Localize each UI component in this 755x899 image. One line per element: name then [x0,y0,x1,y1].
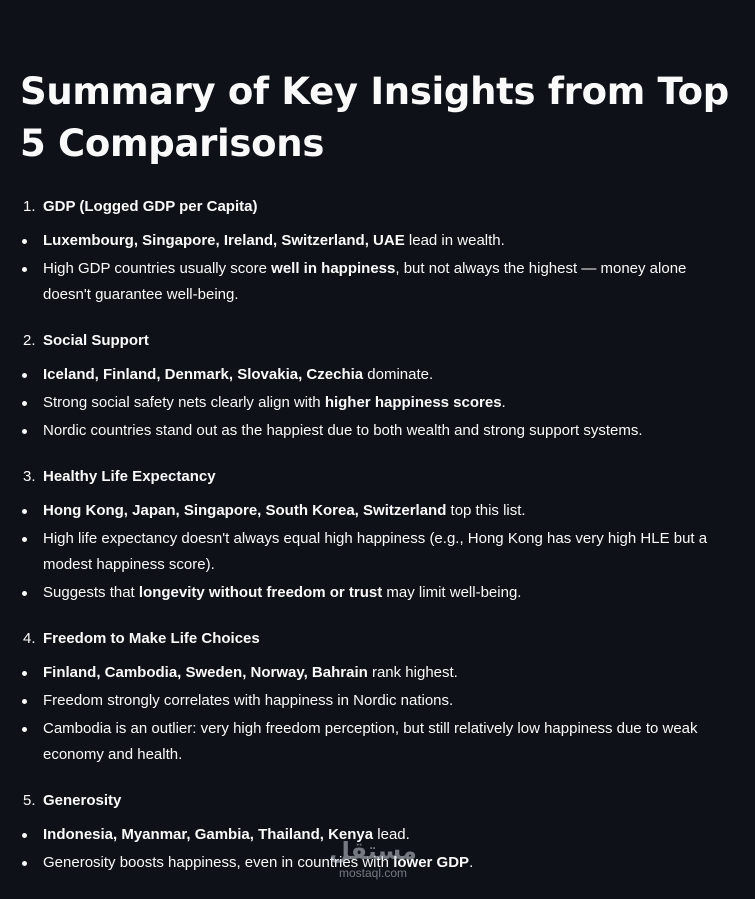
bold-text: Hong Kong, Japan, Singapore, South Korea, Switzerland [43,502,447,519]
bullet-dot-icon [22,671,27,676]
bullet-dot-icon [22,509,27,514]
bullet-dot-icon [22,239,27,244]
bullet-list [20,228,735,308]
text-segment: top this list. [446,502,526,519]
section-3 [20,456,735,606]
watermark-text: mostaql.com [338,866,408,880]
text-segment: Suggests that [43,584,139,601]
section-heading [20,618,735,658]
section-number: 1. [23,197,36,215]
list-item [20,362,735,388]
section-number: 5. [23,791,36,809]
bullet-list [20,822,735,876]
section-title: Generosity [43,791,122,809]
list-item [20,688,735,714]
section-title: Freedom to Make Life Choices [43,629,260,647]
bold-text: Luxembourg, Singapore, Ireland, Switzerland, UAE [43,232,405,249]
section-heading [20,320,735,360]
bold-text: lower GDP [393,854,470,871]
bold-text: well in happiness [271,260,396,277]
text-segment: Cambodia is an outlier: very high freedom perception, but still relatively low happiness due to weak economy and health. [43,720,698,763]
bold-text: Finland, Cambodia, Sweden, Norway, Bahrain [43,664,368,681]
bullet-list [20,498,735,606]
bullet-dot-icon [22,833,27,838]
bullet-list [20,362,735,444]
list-item [20,498,735,524]
watermark-logo: مستقل [329,838,417,865]
text-segment: Strong social safety nets clearly align with [43,394,325,411]
section-5 [20,780,735,876]
text-segment: . [501,394,506,411]
bullet-dot-icon [22,429,27,434]
text-segment: Nordic countries stand out as the happiest due to both wealth and strong support systems. [43,422,643,439]
section-title: Social Support [43,331,149,349]
text-segment: lead in wealth. [404,232,505,249]
section-number: 2. [23,331,36,349]
list-item [20,580,735,606]
section-heading [20,780,735,820]
bullet-dot-icon [22,591,27,596]
section-4 [20,618,735,768]
list-item [20,822,735,848]
list-item [20,418,735,444]
list-item [20,526,735,578]
section-number: 3. [23,467,36,485]
main-content [20,66,735,888]
section-title: Healthy Life Expectancy [43,467,216,485]
bold-text: higher happiness scores [324,394,502,411]
bullet-list [20,660,735,768]
bullet-dot-icon [22,699,27,704]
bullet-dot-icon [22,373,27,378]
bullet-dot-icon [22,537,27,542]
text-segment: High life expectancy doesn't always equal high happiness (e.g., Hong Kong has very high HLE but a modest happiness score). [43,530,708,573]
bullet-dot-icon [22,727,27,732]
section-heading [20,186,735,226]
section-title: GDP (Logged GDP per Capita) [43,197,258,215]
bold-text: Iceland, Finland, Denmark, Slovakia, Czechia [43,366,364,383]
bold-text: longevity without freedom or trust [138,584,383,601]
list-item [20,850,735,876]
page-title: Summary of Key Insights from Top 5 Comparisons [20,70,729,165]
text-segment: dominate. [363,366,434,383]
text-segment: lead. [373,826,410,843]
bullet-dot-icon [22,401,27,406]
text-segment: Freedom strongly correlates with happiness in Nordic nations. [43,692,454,709]
bullet-dot-icon [22,861,27,866]
text-segment: . [469,854,474,871]
bold-text: Indonesia, Myanmar, Gambia, Thailand, Kenya [43,826,374,843]
bullet-dot-icon [22,267,27,272]
list-item [20,390,735,416]
text-segment: Generosity boosts happiness, even in countries with [43,854,394,871]
section-2 [20,320,735,444]
section-number: 4. [23,629,36,647]
text-segment: may limit well-being. [382,584,522,601]
list-item [20,716,735,768]
list-item [20,228,735,254]
section-heading [20,456,735,496]
list-item [20,660,735,686]
text-segment: , but not always the highest — money alone doesn't guarantee well-being. [43,260,687,303]
sections-list [20,186,735,876]
text-segment: High GDP countries usually score [43,260,272,277]
list-item [20,256,735,308]
section-1 [20,186,735,308]
text-segment: rank highest. [367,664,458,681]
